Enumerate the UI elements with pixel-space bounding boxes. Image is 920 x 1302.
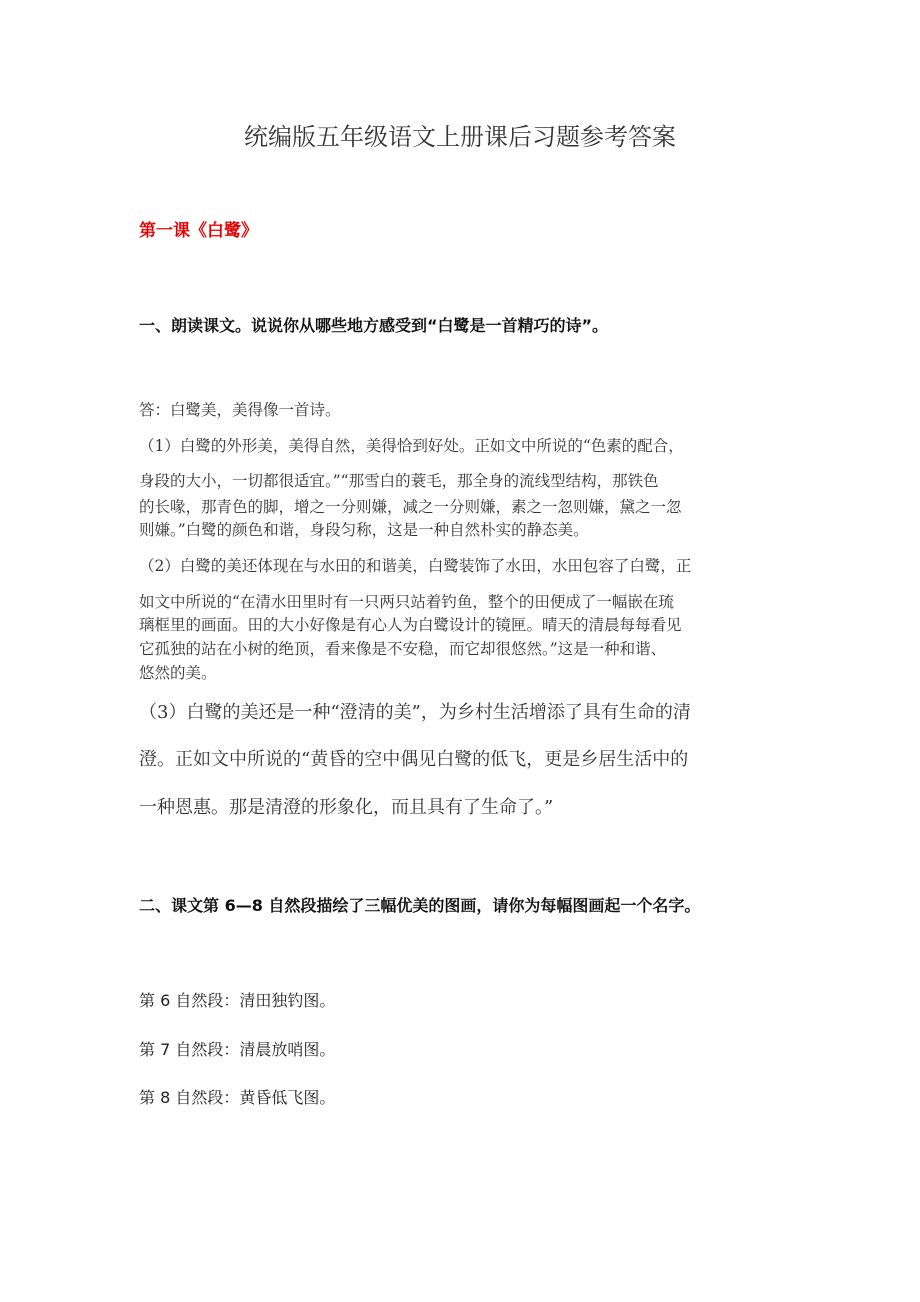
point3-line: 一种恩惠。那是清澄的形象化，而且具有了生命了。” — [139, 797, 554, 818]
answer-intro: 答：白鹭美，美得像一首诗。 — [139, 401, 341, 419]
point3-line: 澄。正如文中所说的“黄昏的空中偶见白鹭的低飞，更是乡居生活中的 — [139, 749, 689, 770]
point1-line: 的长喙，那青色的脚，增之一分则嫌，减之一分则嫌，素之一忽则嫌，黛之一忽 — [139, 498, 682, 516]
point3-line: （3）白鹭的美还是一种“澄清的美”，为乡村生活增添了具有生命的清 — [139, 702, 691, 723]
point1-line: 则嫌。”白鹭的颜色和谐，身段匀称，这是一种自然朴实的静态美。 — [139, 521, 589, 539]
point1-line: 身段的大小，一切都很适宜。”“那雪白的蓑毛，那全身的流线型结构，那铁色 — [139, 472, 659, 490]
point2-line: 如文中所说的“在清水田里时有一只两只站着钓鱼，整个的田便成了一幅嵌在琉 — [139, 593, 674, 611]
q2-answer-line: 第 8 自然段：黄昏低飞图。 — [139, 1088, 336, 1107]
q2-answer-line: 第 6 自然段：清田独钓图。 — [139, 991, 336, 1010]
question-1: 一、朗读课文。说说你从哪些地方感受到“白鹭是一首精巧的诗”。 — [139, 316, 609, 335]
point1-line: （1）白鹭的外形美，美得自然，美得恰到好处。正如文中所说的“色素的配合， — [139, 437, 684, 455]
point2-line: （2）白鹭的美还体现在与水田的和谐美，白鹭装饰了水田，水田包容了白鹭，正 — [139, 557, 692, 575]
point2-line: 璃框里的画面。田的大小好像是有心人为白鹭设计的镜匣。晴天的清晨每每看见 — [139, 616, 682, 634]
point2-line: 它孤独的站在小树的绝顶，看来像是不安稳，而它却很悠然。”这是一种和谐、 — [139, 640, 667, 658]
lesson-heading: 第一课《白鹭》 — [139, 221, 258, 241]
document-title: 统编版五年级语文上册课后习题参考答案 — [244, 123, 676, 151]
question-2: 二、课文第 6—8 自然段描绘了三幅优美的图画，请你为每幅图画起一个名字。 — [139, 896, 701, 915]
q2-answer-line: 第 7 自然段：清晨放哨图。 — [139, 1040, 336, 1059]
point2-line: 悠然的美。 — [139, 664, 217, 682]
